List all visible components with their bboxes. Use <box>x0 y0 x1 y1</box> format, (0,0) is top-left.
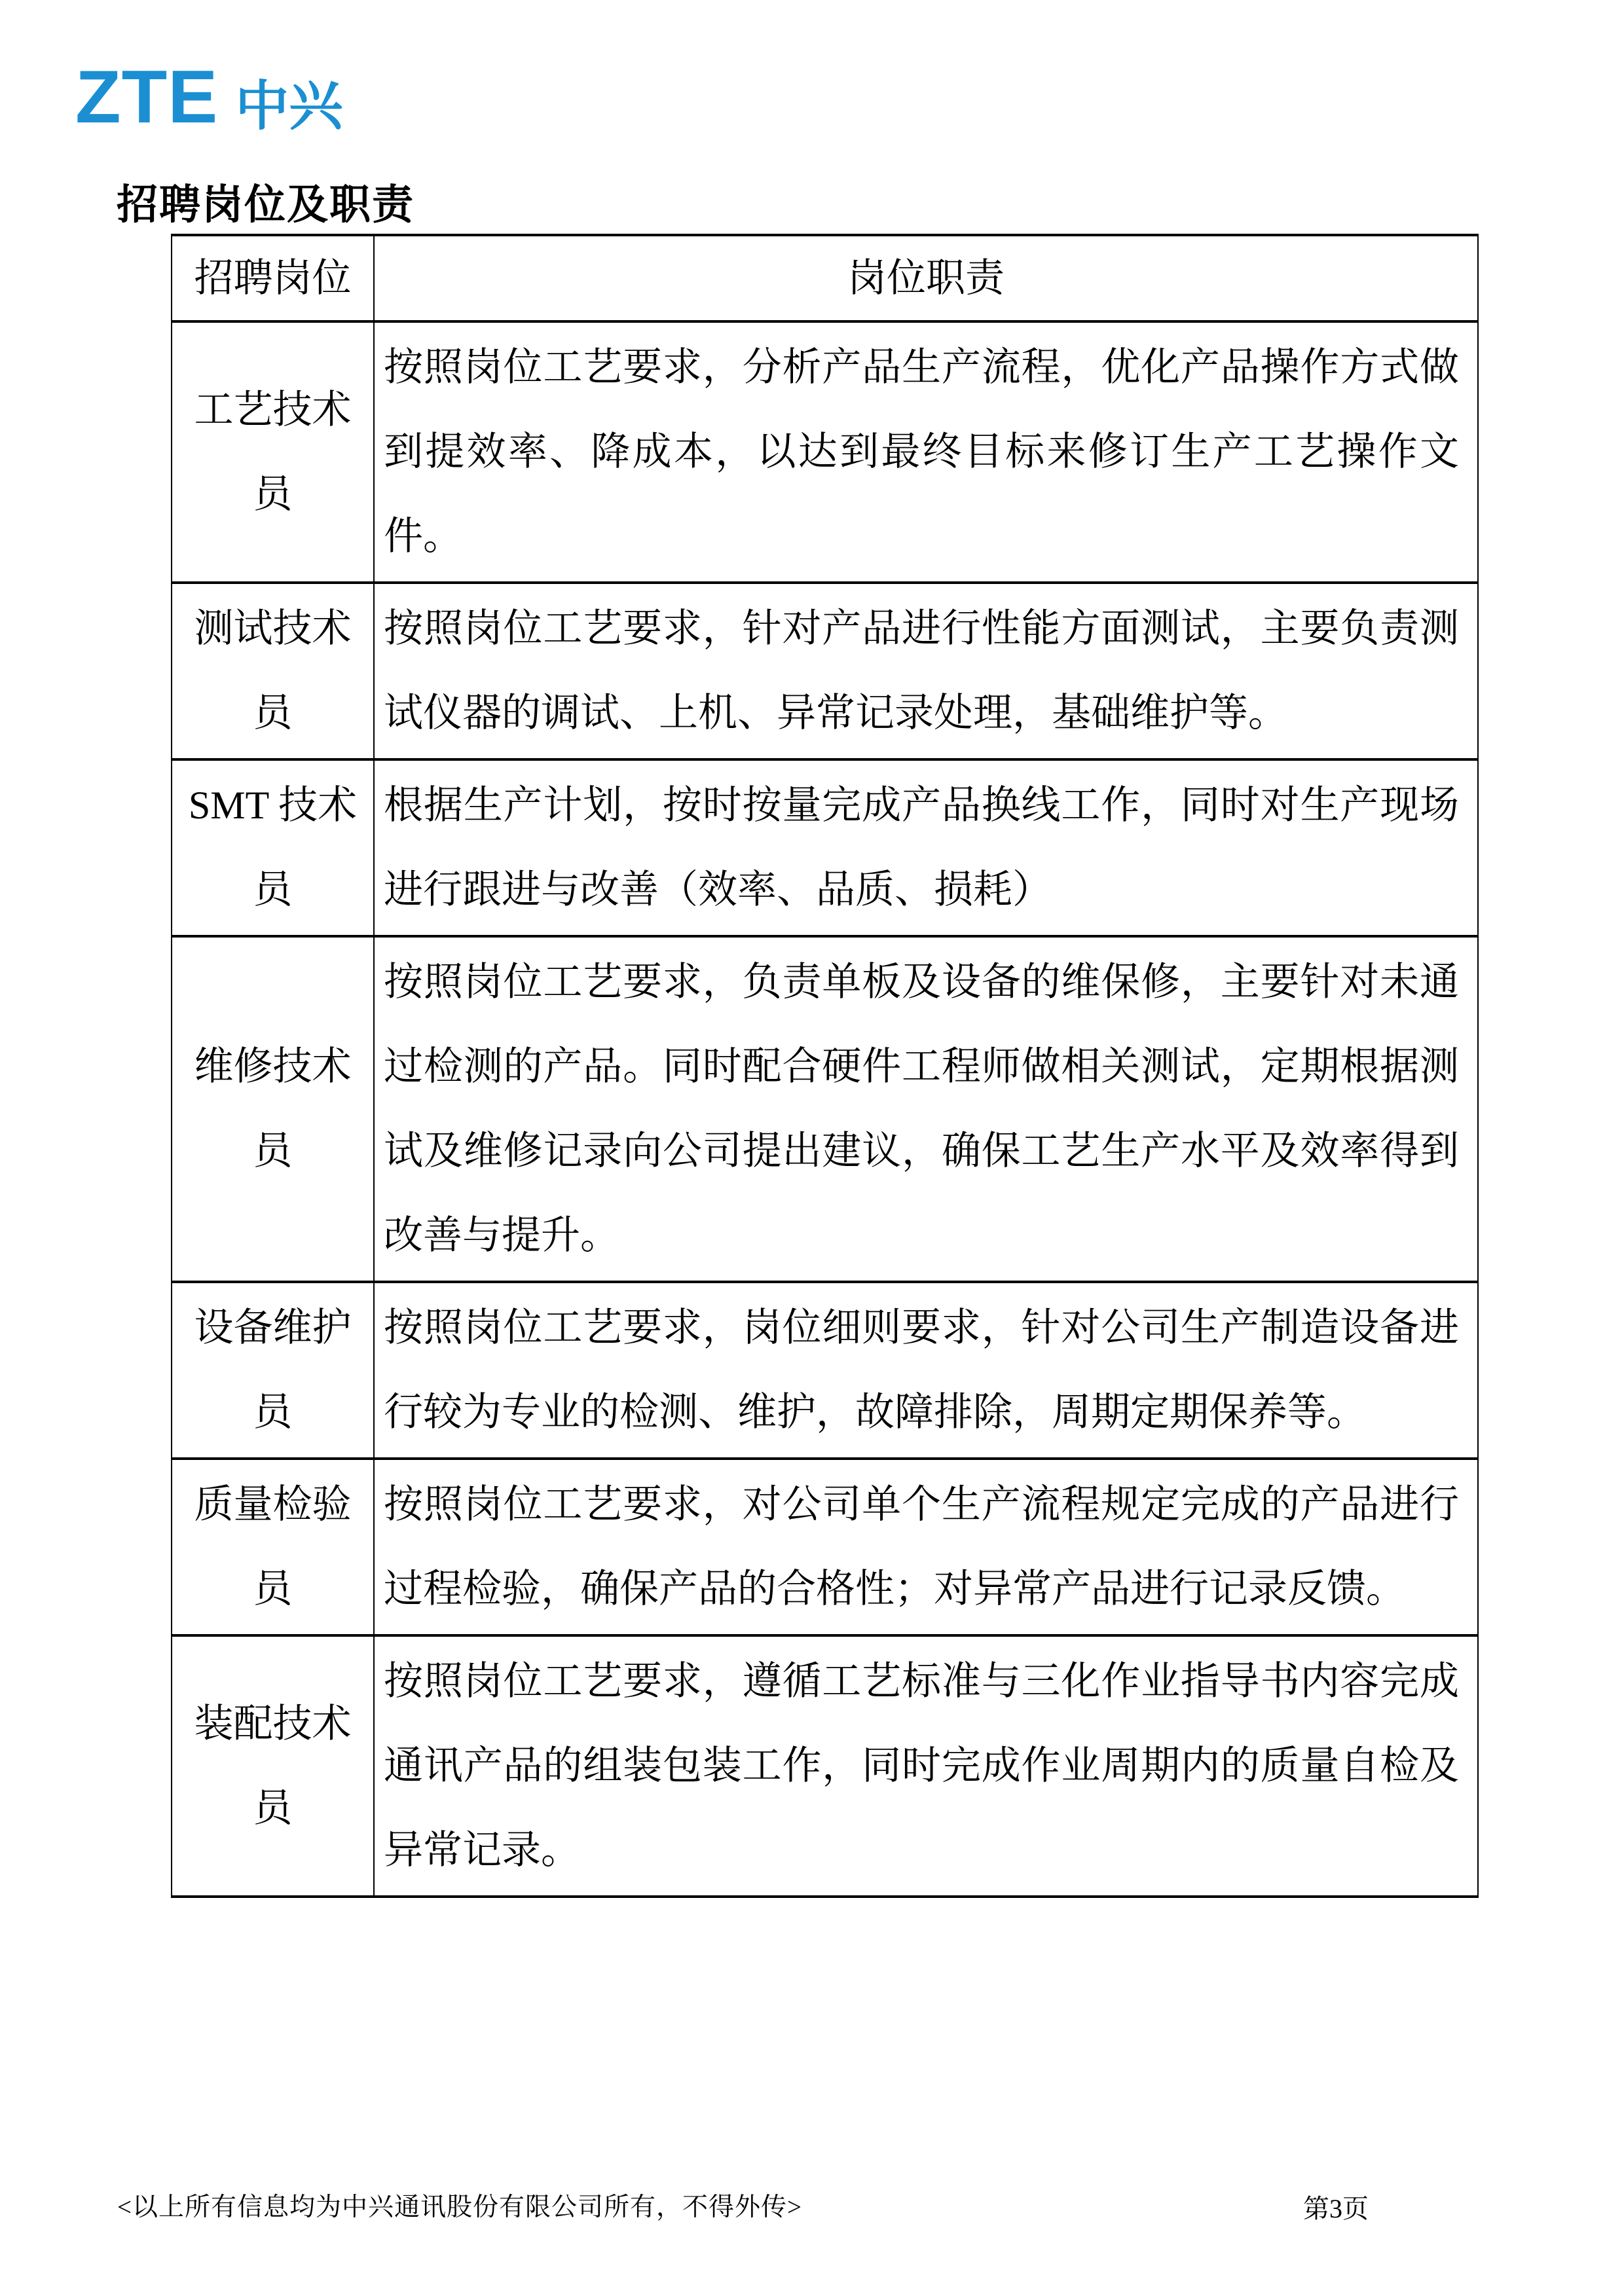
page-number: 第3页 <box>1303 2194 1369 2223</box>
duty-cell: 按照岗位工艺要求，分析产品生产流程，优化产品操作方式做到提效率、降成本，以达到最终目标来修订生产工艺操作文件。 <box>374 321 1478 583</box>
position-cell: 装配技术员 <box>172 1635 374 1897</box>
position-cell: 设备维护员 <box>172 1282 374 1459</box>
footer-notice: <以上所有信息均为中兴通讯股份有限公司所有，不得外传> <box>117 2193 802 2221</box>
page-title: 招聘岗位及职责 <box>117 182 415 228</box>
position-cell: 测试技术员 <box>172 583 374 759</box>
table-row <box>172 583 1478 759</box>
jobs-table <box>171 234 1479 1898</box>
table-row <box>172 759 1478 936</box>
table-row <box>172 936 1478 1282</box>
header-cell-position: 招聘岗位 <box>172 235 374 321</box>
duty-cell: 按照岗位工艺要求，遵循工艺标准与三化作业指导书内容完成通讯产品的组装包装工作，同时完成作业周期内的质量自检及异常记录。 <box>374 1635 1478 1897</box>
duty-cell: 按照岗位工艺要求，岗位细则要求，针对公司生产制造设备进行较为专业的检测、维护，故障排除，周期定期保养等。 <box>374 1282 1478 1459</box>
position-cell: SMT 技术员 <box>172 759 374 936</box>
table-row <box>172 1459 1478 1635</box>
table-row <box>172 321 1478 583</box>
zte-logo <box>75 56 343 139</box>
position-cell: 维修技术员 <box>172 936 374 1282</box>
header-cell-duty: 岗位职责 <box>374 235 1478 321</box>
zte-logo-cjk-text: 中兴 <box>235 77 343 136</box>
zte-logo-latin-text: ZTE <box>75 56 219 139</box>
position-cell: 工艺技术员 <box>172 321 374 583</box>
table-row <box>172 1282 1478 1459</box>
duty-cell: 按照岗位工艺要求，对公司单个生产流程规定完成的产品进行过程检验，确保产品的合格性；对异常产品进行记录反馈。 <box>374 1459 1478 1635</box>
table-header-row <box>172 235 1478 321</box>
position-cell: 质量检验员 <box>172 1459 374 1635</box>
table-row <box>172 1635 1478 1897</box>
duty-cell: 按照岗位工艺要求，针对产品进行性能方面测试，主要负责测试仪器的调试、上机、异常记录处理，基础维护等。 <box>374 583 1478 759</box>
duty-cell: 根据生产计划，按时按量完成产品换线工作，同时对生产现场进行跟进与改善（效率、品质、损耗） <box>374 759 1478 936</box>
duty-cell: 按照岗位工艺要求，负责单板及设备的维保修，主要针对未通过检测的产品。同时配合硬件工程师做相关测试，定期根据测试及维修记录向公司提出建议，确保工艺生产水平及效率得到改善与提升。 <box>374 936 1478 1282</box>
